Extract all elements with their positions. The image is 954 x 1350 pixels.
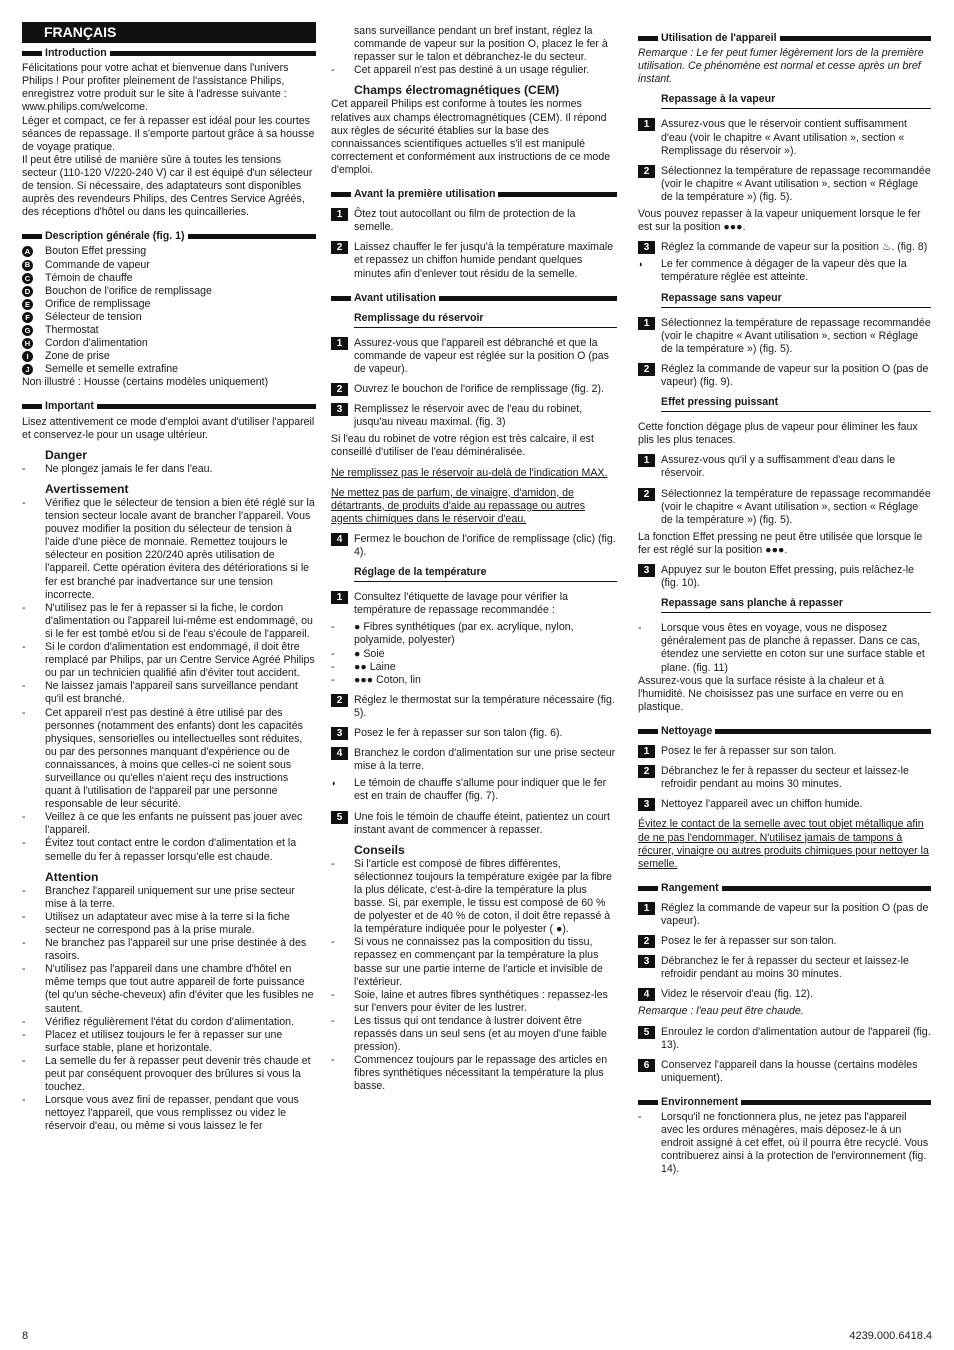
- step: 2 Sélectionnez la température de repassage recommandée (voir le chapitre « Avant utilisation », section « Réglage de la température ») (fig. 5).: [638, 488, 931, 527]
- remark: Remarque : l'eau peut être chaude.: [638, 1005, 804, 1018]
- section-heading-introduction: Introduction: [22, 47, 316, 60]
- step: 3 Débranchez le fer à repasser du secteur et laissez-le refroidir pendant au moins 30 minutes.: [638, 955, 931, 981]
- list-item: - ●●● Coton, lin: [331, 674, 617, 687]
- column-3: [638, 28, 931, 1176]
- list-item: - Commencez toujours par le repassage des articles en fibres synthétiques nécessitant la température la plus basse.: [331, 1054, 617, 1093]
- list-item: - Lorsque vous avez fini de repasser, pendant que vous nettoyez l'appareil, que vous remplissez ou videz le réservoir d'eau, ou même si vous laissez le fer: [22, 1094, 316, 1133]
- list-item: - Vérifiez que le sélecteur de tension a bien été réglé sur la tension secteur locale avant de brancher l'appareil. Vous pouvez modifier la position du sélecteur de tension à l'aide d'une pièce de monnaie. Remettez toujours le sélecteur en position 220/240 après utilisation de l'appareil. Cette opération évitera des détériorations si le fer est branché par inadvertance sur une tension incorrecte.: [22, 497, 316, 602]
- parts-list: [22, 245, 316, 376]
- list-item: - Les tissus qui ont tendance à lustrer doivent être repassés dans un seul sens (et au moyen d'une faible pression).: [331, 1015, 617, 1054]
- step: 4 Fermez le bouchon de l'orifice de remplissage (clic) (fig. 4).: [331, 533, 617, 559]
- intro-paragraph: Léger et compact, ce fer à repasser est idéal pour les courtes séances de repassage. Il s'emporte partout grâce à sa housse de voyage pratique.: [22, 114, 315, 153]
- step: 1 Ôtez tout autocollant ou film de protection de la semelle.: [331, 208, 617, 234]
- step: 1 Assurez-vous qu'il y a suffisamment d'eau dans le réservoir.: [638, 454, 931, 480]
- step: 1 Consultez l'étiquette de lavage pour vérifier la température de repassage recommandée :: [331, 591, 617, 617]
- step: 3 Nettoyez l'appareil avec un chiffon humide.: [638, 798, 931, 811]
- list-item: A Bouton Effet pressing: [22, 245, 316, 258]
- step: 2 Sélectionnez la température de repassage recommandée (voir le chapitre « Avant utilisation », section « Réglage de la température ») (fig. 5).: [638, 165, 931, 204]
- step: 6 Conservez l'appareil dans la housse (certains modèles uniquement).: [638, 1059, 931, 1085]
- subheading-no-board: Repassage sans planche à repasser: [661, 597, 931, 613]
- list-item: - Veillez à ce que les enfants ne puissent pas jouer avec l'appareil.: [22, 811, 316, 837]
- step: 2 Réglez le thermostat sur la température nécessaire (fig. 5).: [331, 694, 617, 720]
- subheading-filling: Remplissage du réservoir: [354, 312, 617, 328]
- subheading-emf: Champs électromagnétiques (CEM): [354, 83, 560, 98]
- subheading-caution: Attention: [45, 869, 99, 884]
- shot-note: La fonction Effet pressing ne peut être utilisée que lorsque le fer est réglé sur la position ●●●.: [638, 530, 923, 556]
- list-item: - N'utilisez pas l'appareil dans une chambre d'hôtel en même temps que tout autre appareil de forte puissance (tel qu'un sèche-cheveux) afin d'éviter que les fusibles ne sautent.: [22, 963, 316, 1015]
- list-item: C Témoin de chauffe: [22, 272, 316, 285]
- step: 2 Ouvrez le bouchon de l'orifice de remplissage (fig. 2).: [331, 383, 617, 396]
- list-item: - N'utilisez pas le fer à repasser si la fiche, le cordon d'alimentation ou l'appareil lui-même est endommagé, ou si le fer est tombé et/ou si de l'eau s'écoule de l'appareil.: [22, 602, 316, 641]
- subheading-danger: Danger: [45, 447, 87, 462]
- list-item-continued: sans surveillance pendant un bref instant, réglez la commande de vapeur sur la position O, placez le fer à repasser sur le talon et débranchez-le du secteur.: [354, 25, 608, 64]
- page-number: 8: [22, 1330, 29, 1342]
- intro-paragraph: Il peut être utilisé de manière sûre à toutes les tensions secteur (110-120 V/220-240 V) car il est équipé d'un sélecteur de tension. Si nécessaire, des adaptateurs sont disponibles auprès des revendeurs Philips, des Centres Service Agréés, des réceptions d'hôtel ou dans les quincailleries.: [22, 153, 313, 219]
- list-item: - Si le cordon d'alimentation est endommagé, il doit être remplacé par Philips, par un Centre Service Agréé Philips ou par un technicien qualifié afin d'éviter tout accident.: [22, 641, 316, 680]
- list-item: - Vérifiez régulièrement l'état du cordon d'alimentation.: [22, 1016, 316, 1029]
- list-item: - Cet appareil n'est pas destiné à être utilisé par des personnes (notamment des enfants) dont les capacités physiques, sensorielles ou intellectuelles sont réduites, ou par des personnes manquant d'expérience ou de connaissances, à moins que celles-ci ne soient sous surveillance ou qu'elles n'aient reçu des instructions quant à l'utilisation de l'appareil par une personne responsable de leur sécurité.: [22, 707, 316, 812]
- result-item: ◗ Le fer commence à dégager de la vapeur dès que la température réglée est atteinte.: [638, 258, 931, 284]
- important-paragraph: Lisez attentivement ce mode d'emploi avant d'utiliser l'appareil et conservez-le pour un usage ultérieur.: [22, 415, 315, 441]
- step: 1 Sélectionnez la température de repassage recommandée (voir le chapitre « Avant utilisation », section « Réglage de la température ») (fig. 5).: [638, 317, 931, 356]
- list-item: J Semelle et semelle extrafine: [22, 363, 316, 376]
- list-item: - Lorsqu'il ne fonctionnera plus, ne jetez pas l'appareil avec les ordures ménagères, mais déposez-le à un endroit assigné à cet effet, où il pourra être recyclé. Vous contribuerez ainsi à la protection de l'environnement (fig. 14).: [638, 1111, 931, 1176]
- no-board-paragraph: Assurez-vous que la surface résiste à la chaleur et à l'humidité. Ne choisissez pas une surface en verre ou en plastique.: [638, 674, 904, 713]
- step: 1 Assurez-vous que l'appareil est débranché et que la commande de vapeur est réglée sur la position O (pas de vapeur).: [331, 337, 617, 376]
- column-2: [331, 25, 617, 1093]
- step: 1 Assurez-vous que le réservoir contient suffisamment d'eau (voir le chapitre « Avant utilisation », section « Remplissage du réservoir »).: [638, 118, 931, 157]
- intro-paragraph: Félicitations pour votre achat et bienvenue dans l'univers Philips ! Pour profiter pleinement de l'assistance Philips, enregistrez votre produit sur le site à l'adresse suivante : www.philips.com/welcome.: [22, 62, 289, 114]
- subheading-warning: Avertissement: [45, 481, 129, 496]
- shot-paragraph: Cette fonction dégage plus de vapeur pour éliminer les faux plis les plus tenaces.: [638, 421, 918, 447]
- list-item: - Évitez tout contact entre le cordon d'alimentation et la semelle du fer à repasser lorsqu'elle est chaude.: [22, 837, 316, 863]
- list-item: - Ne plongez jamais le fer dans l'eau.: [22, 463, 316, 476]
- section-heading-environment: Environnement: [638, 1096, 931, 1109]
- step: 4 Videz le réservoir d'eau (fig. 12).: [638, 988, 931, 1001]
- step: 2 Réglez la commande de vapeur sur la position O (pas de vapeur) (fig. 9).: [638, 363, 931, 389]
- emf-paragraph: Cet appareil Philips est conforme à toutes les normes relatives aux champs électromagnétiques (CEM). Il répond aux règles de sécurité établies sur la base des connaissances scientifiques actuelles s'il est manipulé correctement et conformément aux instructions de ce mode d'emploi.: [331, 98, 611, 176]
- subheading-dry-ironing: Repassage sans vapeur: [661, 292, 931, 308]
- section-heading-cleaning: Nettoyage: [638, 725, 931, 738]
- list-item: - Lorsque vous êtes en voyage, vous ne disposez généralement pas de planche à repasser. Dans ce cas, étendez une serviette en coton sur une surface stable et plane. (fig. 11): [638, 622, 931, 674]
- list-item: - Utilisez un adaptateur avec mise à la terre si la fiche secteur ne correspond pas à la prise murale.: [22, 911, 316, 937]
- list-item: - Ne branchez pas l'appareil sur une prise destinée à des rasoirs.: [22, 937, 316, 963]
- section-heading-before-first-use: Avant la première utilisation: [331, 188, 617, 201]
- step: 5 Une fois le témoin de chauffe éteint, patientez un court instant avant de commencer à repasser.: [331, 811, 617, 837]
- list-item: - ● Soie: [331, 648, 617, 661]
- step: 2 Laissez chauffer le fer jusqu'à la température maximale et repassez un chiffon humide pendant quelques minutes afin d'enlever tout résidu de la semelle.: [331, 241, 617, 280]
- list-item: - Cet appareil n'est pas destiné à un usage régulier.: [331, 64, 617, 77]
- filling-note: Si l'eau du robinet de votre région est très calcaire, il est conseillé d'utiliser de l'eau déminéralisée.: [331, 433, 594, 459]
- list-item: E Orifice de remplissage: [22, 298, 316, 311]
- list-item: I Zone de prise: [22, 350, 316, 363]
- list-item: - ● Fibres synthétiques (par ex. acrylique, nylon, polyamide, polyester): [331, 621, 617, 647]
- step: 1 Réglez la commande de vapeur sur la position O (pas de vapeur).: [638, 902, 931, 928]
- list-item: D Bouchon de l'orifice de remplissage: [22, 285, 316, 298]
- section-heading-important: Important: [22, 400, 316, 413]
- subheading-tips: Conseils: [354, 842, 405, 857]
- warning-text: Évitez le contact de la semelle avec tout objet métallique afin de ne pas l'endommager. N'utilisez jamais de tampons à récurer, vinaigre ou autres produits chimiques pour nettoyer la semelle.: [638, 818, 929, 870]
- list-item: B Commande de vapeur: [22, 259, 316, 272]
- list-item: - ●● Laine: [331, 661, 617, 674]
- step: 5 Enroulez le cordon d'alimentation autour de l'appareil (fig. 13).: [638, 1026, 931, 1052]
- result-item: ◗ Le témoin de chauffe s'allume pour indiquer que le fer est en train de chauffer (fig. 7).: [331, 777, 617, 803]
- step: 3 Réglez la commande de vapeur sur la position ♨. (fig. 8): [638, 241, 931, 254]
- list-item: - Placez et utilisez toujours le fer à repasser sur une surface stable, plane et horizontale.: [22, 1029, 316, 1055]
- list-item: G Thermostat: [22, 324, 316, 337]
- step: 2 Posez le fer à repasser sur son talon.: [638, 935, 931, 948]
- list-item: - Si vous ne connaissez pas la composition du tissu, repassez en commençant par la température la plus basse sur une partie interne de l'article et invisible de l'extérieur.: [331, 936, 617, 988]
- step: 3 Appuyez sur le bouton Effet pressing, puis relâchez-le (fig. 10).: [638, 564, 931, 590]
- list-item: - La semelle du fer à repasser peut devenir très chaude et peut par conséquent provoquer des brûlures si vous la touchez.: [22, 1055, 316, 1094]
- parts-note: Non illustré : Housse (certains modèles uniquement): [22, 376, 269, 389]
- steam-note: Vous pouvez repasser à la vapeur uniquement lorsque le fer est sur la position ●●●.: [638, 208, 921, 234]
- warning-text: Ne remplissez pas le réservoir au-delà de l'indication MAX.: [331, 466, 608, 479]
- subheading-shot-of-steam: Effet pressing puissant: [661, 396, 931, 412]
- section-heading-using: Utilisation de l'appareil: [638, 32, 931, 45]
- document-code: 4239.000.6418.4: [849, 1330, 932, 1342]
- section-heading-storage: Rangement: [638, 882, 931, 895]
- list-item: - Soie, laine et autres fibres synthétiques : repassez-les sur l'envers pour éviter de les lustrer.: [331, 989, 617, 1015]
- section-heading-description: Description générale (fig. 1): [22, 230, 316, 243]
- remark: Remarque : Le fer peut fumer légèrement lors de la première utilisation. Ce phénomène est normal et cesse après un bref instant.: [638, 47, 924, 86]
- step: 3 Remplissez le réservoir avec de l'eau du robinet, jusqu'au niveau maximal. (fig. 3): [331, 403, 617, 429]
- list-item: - Si l'article est composé de fibres différentes, sélectionnez toujours la température exigée par la fibre la plus délicate, c'est-à-dire la température la plus basse. Si, par exemple, le tissu est composé de 60 % de polyester et de 40 % de coton, il doit être repassé à la température indiquée pour le polyester ( ●).: [331, 858, 617, 937]
- section-heading-before-use: Avant utilisation: [331, 292, 617, 305]
- list-item: - Ne laissez jamais l'appareil sans surveillance pendant qu'il est branché.: [22, 680, 316, 706]
- list-item: F Sélecteur de tension: [22, 311, 316, 324]
- step: 3 Posez le fer à repasser sur son talon (fig. 6).: [331, 727, 617, 740]
- subheading-temperature: Réglage de la température: [354, 566, 617, 582]
- warning-text: Ne mettez pas de parfum, de vinaigre, d'amidon, de détartrants, de produits d'aide au repassage ou autres agents chimiques dans le réservoir d'eau.: [331, 486, 586, 525]
- language-header: FRANÇAIS: [22, 22, 316, 43]
- list-item: - Branchez l'appareil uniquement sur une prise secteur mise à la terre.: [22, 885, 316, 911]
- step: 1 Posez le fer à repasser sur son talon.: [638, 745, 931, 758]
- column-1: [22, 22, 316, 1134]
- step: 4 Branchez le cordon d'alimentation sur une prise secteur mise à la terre.: [331, 747, 617, 773]
- list-item: H Cordon d'alimentation: [22, 337, 316, 350]
- step: 2 Débranchez le fer à repasser du secteur et laissez-le refroidir pendant au moins 30 minutes.: [638, 765, 931, 791]
- subheading-steam-ironing: Repassage à la vapeur: [661, 93, 931, 109]
